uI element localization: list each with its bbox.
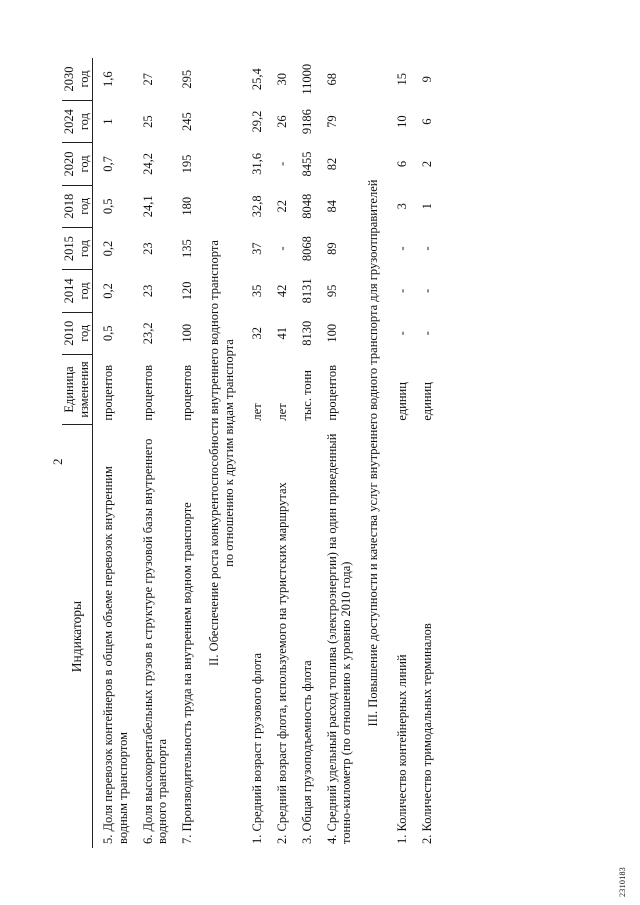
table-row	[172, 58, 197, 848]
indicator-label: 1. Средний возраст грузового флота	[250, 652, 265, 844]
value-cell: 8131	[299, 278, 314, 304]
indicator-label: 1. Количество контейнерных линий	[394, 654, 409, 844]
value-cell: 29,2	[250, 110, 265, 133]
unit-cell: процентов	[140, 365, 155, 421]
value-cell: 6	[394, 160, 409, 168]
value-cell: 15	[394, 72, 409, 86]
value-cell: 95	[324, 284, 339, 298]
unit-cell: процентов	[324, 365, 339, 421]
value-cell: 3	[394, 203, 409, 210]
value-cell: 23,2	[140, 322, 155, 345]
value-cell: 8068	[299, 236, 314, 262]
value-cell: 79	[324, 115, 339, 128]
value-cell: 23	[140, 242, 155, 255]
value-cell: 24,2	[140, 153, 155, 175]
value-cell: 195	[180, 154, 194, 174]
value-cell: 32,8	[250, 195, 265, 218]
table-row	[93, 58, 133, 848]
value-cell: 2	[419, 160, 434, 168]
value-cell: 25,4	[250, 68, 265, 91]
value-cell: 9	[419, 76, 434, 83]
value-cell: 8048	[299, 193, 314, 219]
table-row	[317, 58, 357, 848]
value-cell: 180	[180, 196, 194, 216]
section-heading-line: III. Повышение доступности и качества услуг внутреннего водного транспорта для грузоотправителей	[366, 179, 380, 727]
value-cell: 25	[140, 115, 155, 128]
indicator-label: 4. Средний удельный расход топлива (электроэнергии) на один приведенный тонно-километр (по отношению к уровню 2010 года)	[324, 433, 354, 844]
value-cell: 0,2	[101, 283, 115, 299]
value-cell: 9186	[299, 109, 314, 135]
value-cell: 0,5	[101, 325, 115, 342]
header-cell: 2010 год	[62, 312, 93, 354]
indicator-label: 6. Доля высокорентабельных грузов в структуре грузовой базы внутреннего водного транспорта	[140, 438, 170, 844]
header-cell: Единица изменения	[62, 354, 93, 424]
value-cell: -	[394, 288, 409, 293]
value-cell: 42	[275, 284, 289, 298]
value-cell: 37	[250, 242, 265, 255]
value-cell: 100	[180, 323, 194, 343]
table-row	[242, 58, 267, 848]
table-row	[267, 58, 292, 848]
value-cell: 23	[140, 284, 155, 298]
table-row	[387, 58, 412, 848]
unit-cell: процентов	[101, 365, 115, 421]
header-cell: 2015 год	[62, 227, 93, 269]
indicator-label: 7. Производительность труда на внутреннем водном транспорте	[180, 502, 194, 844]
value-cell: 31,6	[250, 153, 265, 175]
header-cell: 2018 год	[62, 185, 93, 227]
unit-cell: тыс. тонн	[299, 370, 314, 421]
value-cell: 10	[394, 115, 409, 128]
value-cell: 100	[324, 323, 339, 343]
value-cell: -	[419, 331, 434, 336]
value-cell: 11000	[299, 63, 314, 95]
section-heading-row	[197, 58, 243, 848]
header-cell: 2030 год	[62, 58, 93, 100]
table-row	[292, 58, 317, 848]
unit-cell: процентов	[180, 365, 194, 421]
table-row	[412, 58, 437, 848]
header-cell: 2020 год	[62, 143, 93, 185]
value-cell: 24,1	[140, 195, 155, 218]
value-cell: 22	[275, 200, 289, 213]
value-cell: 27	[140, 72, 155, 86]
page-number: 2	[50, 458, 65, 465]
value-cell: 120	[180, 281, 194, 301]
value-cell: 41	[275, 327, 289, 340]
value-cell: -	[275, 161, 289, 167]
indicator-label: 2. Средний возраст флота, используемого на туристских маршрутах	[275, 482, 289, 844]
value-cell: 84	[324, 200, 339, 213]
indicator-label: 2. Количество тримодальных терминалов	[419, 623, 434, 844]
value-cell: 1	[419, 203, 434, 210]
value-cell: 1	[101, 118, 115, 125]
value-cell: 295	[180, 69, 194, 89]
value-cell: 8455	[299, 151, 314, 177]
document-id: 2310183	[618, 866, 627, 897]
unit-cell: лет	[250, 403, 265, 421]
value-cell: 6	[419, 118, 434, 125]
value-cell: 0,2	[101, 240, 115, 257]
unit-cell: лет	[275, 403, 289, 421]
value-cell: -	[394, 246, 409, 251]
value-cell: 32	[250, 327, 265, 340]
section-heading	[356, 58, 387, 848]
header-cell: 2014 год	[62, 270, 93, 312]
header-cell: Индикаторы	[62, 425, 93, 848]
value-cell: 82	[324, 157, 339, 171]
table-row	[133, 58, 173, 848]
indicator-label: 5. Доля перевозок контейнеров в общем объеме перевозок внутренним водным транспортом	[101, 466, 130, 844]
section-heading-line: II. Обеспечение роста конкурентоспособности внутреннего водного транспорта	[206, 240, 221, 666]
indicator-label: 3. Общая грузоподъемность флота	[299, 660, 314, 844]
section-heading-line: по отношению к другим видам транспорта	[221, 339, 236, 567]
value-cell: -	[419, 288, 434, 293]
value-cell: 245	[180, 112, 194, 131]
indicators-table	[62, 58, 436, 848]
value-cell: -	[394, 331, 409, 336]
value-cell: 68	[324, 72, 339, 86]
value-cell: -	[275, 246, 289, 251]
value-cell: 135	[180, 239, 194, 258]
header-cell: 2024 год	[62, 100, 93, 142]
value-cell: 35	[250, 284, 265, 298]
value-cell: 30	[275, 72, 289, 86]
value-cell: 0,5	[101, 198, 115, 215]
section-heading	[197, 58, 243, 848]
unit-cell: единиц	[419, 382, 434, 421]
value-cell: 8130	[299, 320, 314, 346]
value-cell: 89	[324, 242, 339, 255]
value-cell: -	[419, 246, 434, 251]
value-cell: 1,6	[101, 71, 115, 88]
value-cell: 0,7	[101, 156, 115, 172]
unit-cell: единиц	[394, 382, 409, 421]
value-cell: 26	[275, 115, 289, 128]
section-heading-row	[356, 58, 387, 848]
table-header-row	[62, 58, 93, 848]
